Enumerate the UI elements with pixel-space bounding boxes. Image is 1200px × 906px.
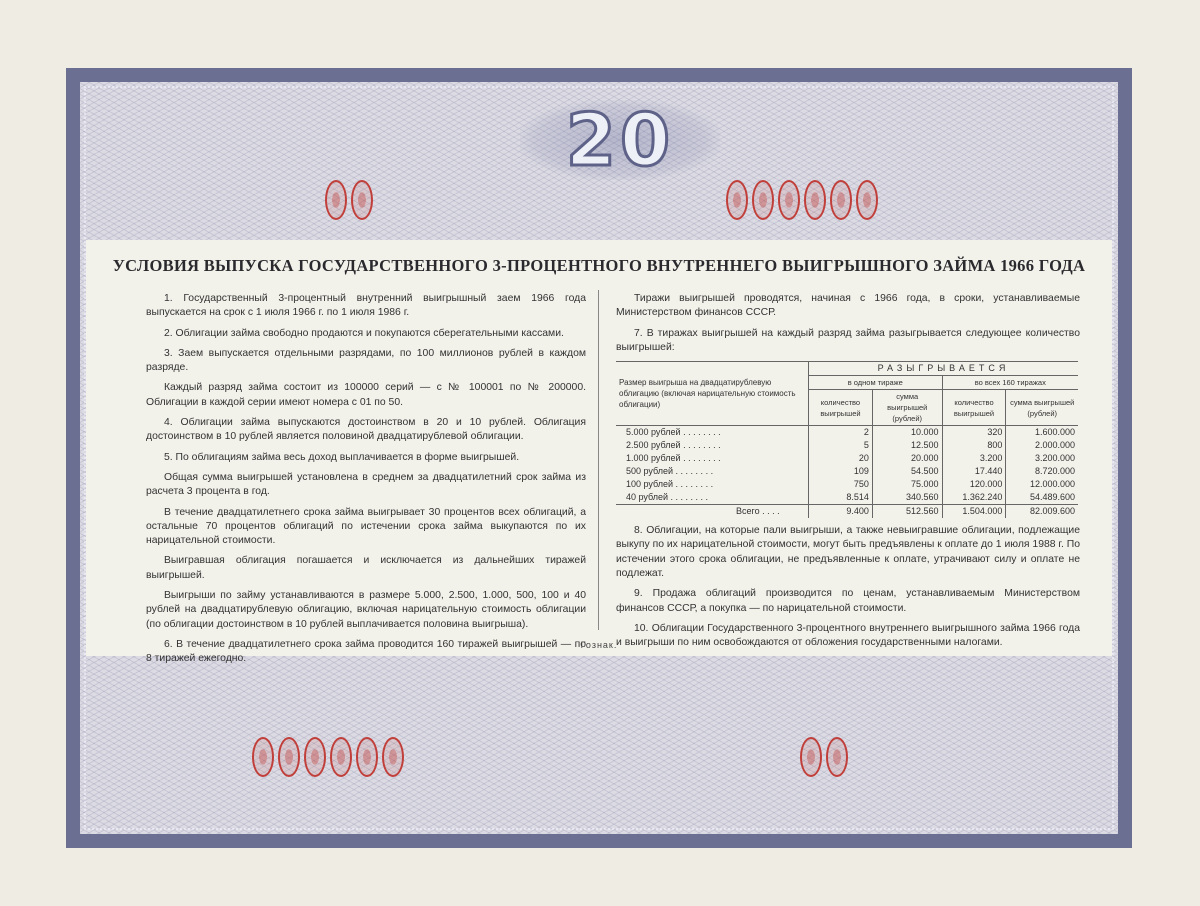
serial-top-right xyxy=(726,180,878,220)
sum-one: 54.500 xyxy=(872,465,942,478)
left-paragraph: Каждый разряд займа состоит из 100000 серий — с № 100001 по № 200000. Облигации в каждой серии имеют номера с 01 по 50. xyxy=(146,382,586,408)
right-column xyxy=(616,292,1080,657)
total-count-one: 9.400 xyxy=(809,505,873,519)
printer-mark: Гознак. xyxy=(580,640,618,650)
sum-header: сумма выигрышей (рублей) xyxy=(872,390,942,426)
serial-glyph xyxy=(856,180,878,220)
left-paragraph: В течение двадцатилетнего срока займа выигрывает 30 процентов всех облигаций, а остальные 70 процентов облигаций по истечении срока займа выкупаются по их нарицательной стоимости. xyxy=(146,506,586,547)
serial-glyph xyxy=(330,737,352,777)
table-row xyxy=(616,426,1078,440)
total-sum-all: 82.009.600 xyxy=(1006,505,1078,519)
count-one: 2 xyxy=(809,426,873,440)
serial-glyph xyxy=(826,737,848,777)
one-draw-header: в одном тираже xyxy=(809,376,943,390)
serial-glyph xyxy=(726,180,748,220)
count-one: 20 xyxy=(809,452,873,465)
sum-all: 54.489.600 xyxy=(1006,491,1078,505)
prize-size-header: Размер выигрыша на двадцатирублевую облигацию (включая нарицательную стоимость облигации) xyxy=(616,362,809,426)
serial-glyph xyxy=(778,180,800,220)
all-draws-header: во всех 160 тиражах xyxy=(942,376,1078,390)
serial-glyph xyxy=(804,180,826,220)
prize-label: 40 рублей . . . . . . . . xyxy=(626,492,709,503)
table-row xyxy=(616,439,1078,452)
table-row xyxy=(616,478,1078,491)
prize-label: 1.000 рублей . . . . . . . . xyxy=(626,453,721,464)
right-paragraph: Тиражи выигрышей проводятся, начиная с 1966 года, в сроки, устанавливаемые Министерством финансов СССР. xyxy=(616,293,1080,319)
right-paragraph: 7. В тиражах выигрышей на каждый разряд займа разыгрывается следующее количество выигрышей: xyxy=(616,327,1080,353)
sum-one: 12.500 xyxy=(872,439,942,452)
prize-label: 5.000 рублей . . . . . . . . xyxy=(626,427,721,438)
serial-bottom-right xyxy=(800,737,848,777)
count-all: 3.200 xyxy=(942,452,1006,465)
right-paragraph: 9. Продажа облигаций производится по ценам, устанавливаемым Министерством финансов СССР, а покупка — по нарицательной стоимости. xyxy=(616,588,1080,614)
count-all: 800 xyxy=(942,439,1006,452)
serial-glyph xyxy=(356,737,378,777)
serial-glyph xyxy=(252,737,274,777)
left-paragraph: Выигрыши по займу устанавливаются в размере 5.000, 2.500, 1.000, 500, 100 и 40 рублей на двадцатирублевую облигацию, включая нарицательную стоимость облигации (по облигации достоинством в 10 рублей выплачивается половина выигрыша). xyxy=(146,590,586,630)
left-paragraph: Общая сумма выигрышей установлена в среднем за двадцатилетний срок займа из расчета 3 процента в год. xyxy=(146,471,586,498)
serial-glyph xyxy=(800,737,822,777)
count-all: 17.440 xyxy=(942,465,1006,478)
conditions-title: УСЛОВИЯ ВЫПУСКА ГОСУДАРСТВЕННОГО 3-ПРОЦЕНТНОГО ВНУТРЕННЕГО ВЫИГРЫШНОГО ЗАЙМА 1966 ГОДА xyxy=(112,256,1086,275)
sum-one: 75.000 xyxy=(872,478,942,491)
prize-table xyxy=(616,361,1078,518)
left-paragraph: 5. По облигациям займа весь доход выплачивается в форме выигрышей. xyxy=(164,451,520,463)
prize-label: 2.500 рублей . . . . . . . . xyxy=(626,440,721,451)
count-all: 320 xyxy=(942,426,1006,440)
sum-all: 3.200.000 xyxy=(1006,452,1078,465)
count-header: количество выигрышей xyxy=(942,390,1006,426)
left-paragraph: 6. В течение двадцатилетнего срока займа проводится 160 тиражей выигрышей — по 8 тиражей ежегодно. xyxy=(146,638,586,665)
total-count-all: 1.504.000 xyxy=(942,505,1006,519)
count-one: 750 xyxy=(809,478,873,491)
serial-glyph xyxy=(830,180,852,220)
prize-label: 100 рублей . . . . . . . . xyxy=(626,479,714,490)
sum-one: 340.560 xyxy=(872,491,942,505)
count-header: количество выигрышей xyxy=(809,390,873,426)
prize-label: 500 рублей . . . . . . . . xyxy=(626,466,714,477)
total-sum-one: 512.560 xyxy=(872,505,942,519)
serial-top-left xyxy=(325,180,373,220)
conditions-panel xyxy=(86,240,1112,665)
serial-glyph xyxy=(304,737,326,777)
serial-glyph xyxy=(351,180,373,220)
count-one: 8.514 xyxy=(809,491,873,505)
sum-all: 1.600.000 xyxy=(1006,426,1078,440)
denomination-rosette xyxy=(520,100,720,180)
count-all: 1.362.240 xyxy=(942,491,1006,505)
left-paragraph: 3. Заем выпускается отдельными разрядами, по 100 миллионов рублей в каждом разряде. xyxy=(146,347,586,374)
serial-glyph xyxy=(382,737,404,777)
serial-glyph xyxy=(278,737,300,777)
right-paragraph: 10. Облигации Государственного 3-процентного внутреннего выигрышного займа 1966 года и выигрыши по ним освобождаются от обложения государственными налогами. xyxy=(616,622,1080,649)
left-paragraph: 4. Облигации займа выпускаются достоинством в 20 и 10 рублей. Облигация достоинством в 10 рублей является половиной двадцатирублевой облигации. xyxy=(146,417,586,443)
left-column xyxy=(146,292,586,673)
serial-bottom-left xyxy=(252,737,404,777)
denomination-value: 20 xyxy=(565,98,675,182)
sum-one: 20.000 xyxy=(872,452,942,465)
sum-all: 2.000.000 xyxy=(1006,439,1078,452)
count-one: 5 xyxy=(809,439,873,452)
sum-all: 8.720.000 xyxy=(1006,465,1078,478)
draw-group-header: РАЗЫГРЫВАЕТСЯ xyxy=(809,362,1079,376)
table-row xyxy=(616,491,1078,505)
count-one: 109 xyxy=(809,465,873,478)
sum-all: 12.000.000 xyxy=(1006,478,1078,491)
count-all: 120.000 xyxy=(942,478,1006,491)
sum-header: сумма выигрышей (рублей) xyxy=(1006,390,1078,426)
total-label: Всего . . . . xyxy=(616,505,809,519)
left-paragraph: 2. Облигации займа свободно продаются и покупаются сберегательными кассами. xyxy=(164,327,564,339)
column-divider xyxy=(598,290,599,630)
right-paragraph: 8. Облигации, на которые пали выигрыши, а также невыигравшие облигации, подлежащие выкупу по их нарицательной стоимости, могут быть предъявлены к оплате до 1 июля 1988 г. По истечении этого срока облигации, не предъявленные к оплате, утрачивают силу и оплате не подлежат. xyxy=(616,525,1080,580)
total-row xyxy=(616,505,1078,519)
serial-glyph xyxy=(325,180,347,220)
table-row xyxy=(616,452,1078,465)
table-row xyxy=(616,465,1078,478)
left-paragraph: 1. Государственный 3-процентный внутренний выигрышный заем 1966 года выпускается на срок с 1 июля 1966 г. по 1 июля 1986 г. xyxy=(146,293,586,319)
left-paragraph: Выигравшая облигация погашается и исключается из дальнейших тиражей выигрышей. xyxy=(146,555,586,581)
serial-glyph xyxy=(752,180,774,220)
sum-one: 10.000 xyxy=(872,426,942,440)
